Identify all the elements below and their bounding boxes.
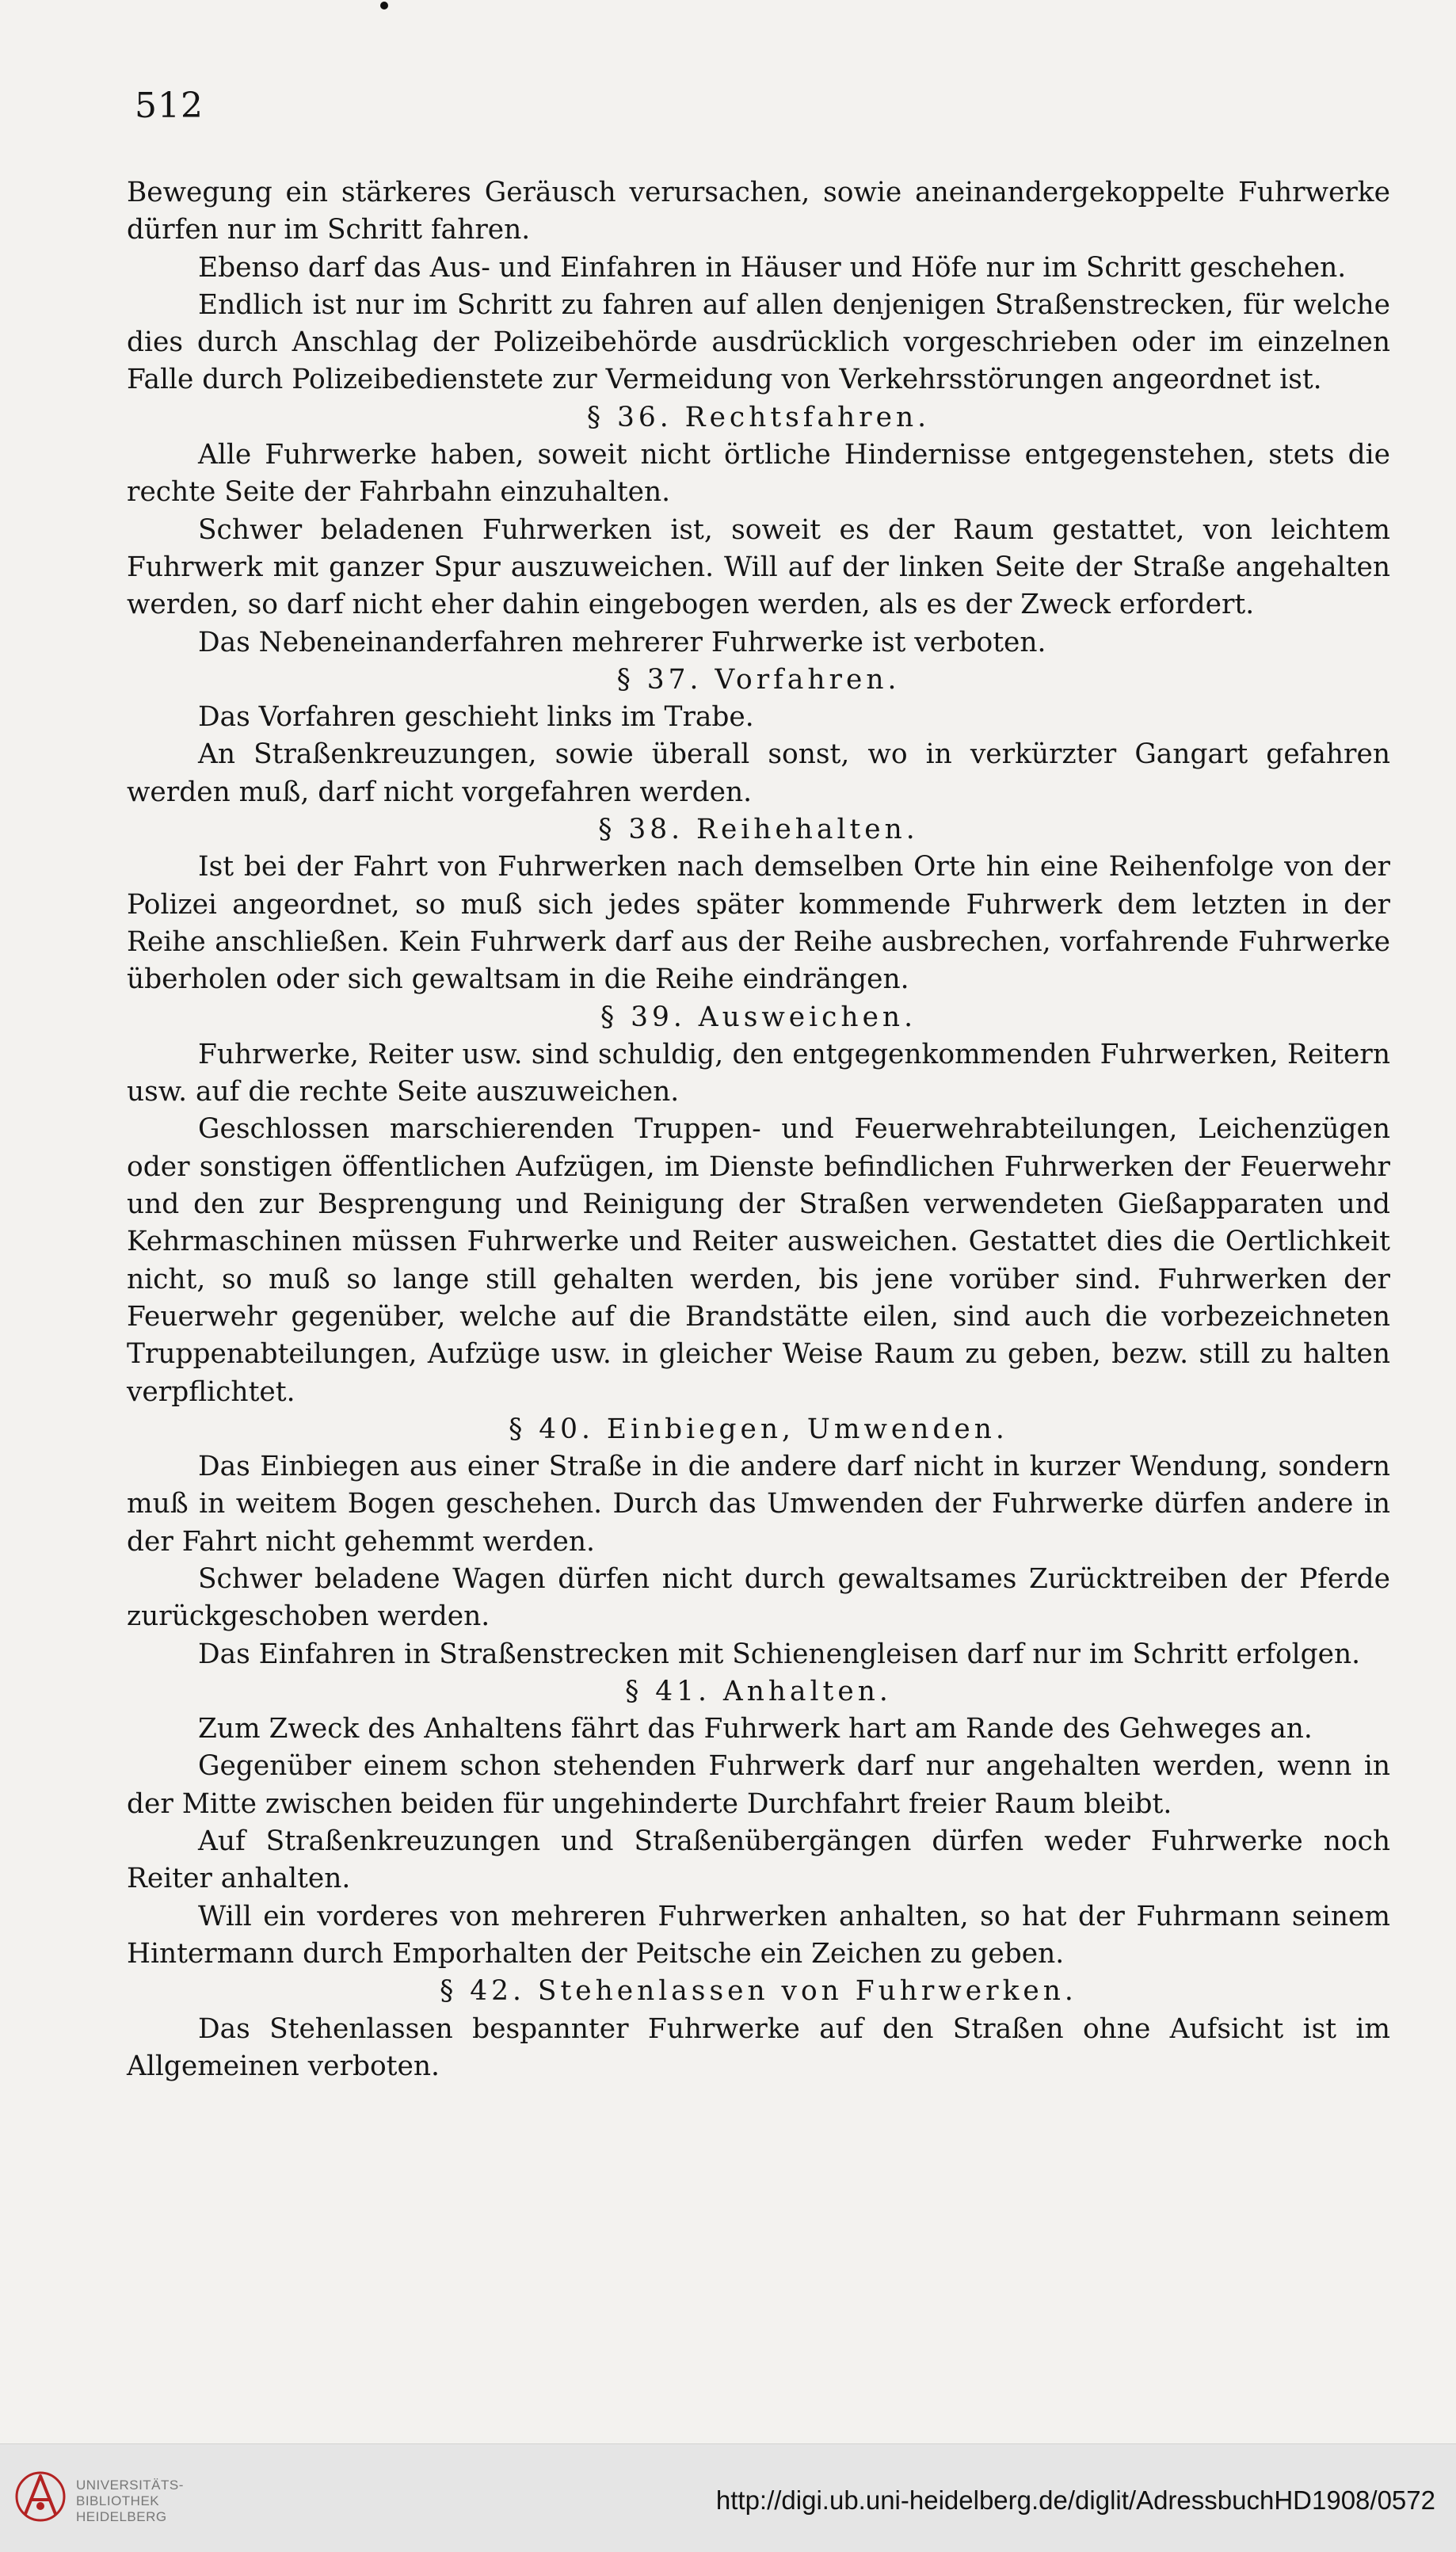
logo-line-1: UNIVERSITÄTS- bbox=[76, 2478, 184, 2493]
paragraph: An Straßenkreuzungen, sowie überall sonst, wo in verkürzter Gangart gefahren werden muß, darf nicht vorgefahren werden. bbox=[127, 738, 1390, 808]
paragraph: Das Nebeneinanderfahren mehrerer Fuhrwerke ist verboten. bbox=[198, 626, 1046, 658]
paragraph: Geschlossen marschierenden Truppen- und Feuerwehrabteilungen, Leichenzügen oder sonstigen öffentlichen Aufzügen, im Dienste befindlichen Fuhrwerken der Feuerwehr und den zur Besprengung und Reinigung der Straßen verwendeten Gießapparaten und Kehrmaschinen müssen Fuhrwerke und Reiter ausweichen. Gestattet dies die Oertlichkeit nicht, so muß so lange still gehalten werden, bis jene vorüber sind. Fuhrwerken der Feuerwehr gegenüber, welche auf die Brandstätte eilen, sind auch die vorbezeichneten Truppenabteilungen, Aufzüge usw. in gleicher Weise Raum zu geben, bezw. still zu halten verpflichtet. bbox=[127, 1113, 1390, 1408]
paragraph: Fuhrwerke, Reiter usw. sind schuldig, den entgegenkommenden Fuhrwerken, Reitern usw. auf die rechte Seite auszuweichen. bbox=[127, 1038, 1390, 1108]
paragraph: Endlich ist nur im Schritt zu fahren auf allen denjenigen Straßenstrecken, für welche dies durch Anschlag der Polizeibehörde ausdrücklich vorgeschrieben oder im einzelnen Falle durch Polizeibedienstete zur Vermeidung von Verkehrsstörungen angeordnet ist. bbox=[127, 288, 1390, 396]
paragraph: Ist bei der Fahrt von Fuhrwerken nach demselben Orte hin eine Reihenfolge von der Polizei angeordnet, so muß sich jedes später kommende Fuhrwerk dem letzten in der Reihe anschließen. Kein Fuhrwerk darf aus der Reihe ausbrechen, vorfahrende Fuhrwerke überholen oder sich gewaltsam in die Reihe eindrängen. bbox=[127, 851, 1390, 996]
paragraph: Das Vorfahren geschieht links im Trabe. bbox=[198, 701, 754, 734]
paragraph: Schwer beladenen Fuhrwerken ist, soweit es der Raum gestattet, von leichtem Fuhrwerk mit ganzer Spur auszuweichen. Will auf der linken Seite der Straße angehalten werden, so darf nicht eher dahin eingebogen werden, als es der Zweck erfordert. bbox=[127, 513, 1390, 621]
paragraph: Will ein vorderes von mehreren Fuhrwerken anhalten, so hat der Fuhrmann seinem Hintermann durch Emporhalten der Peitsche ein Zeichen zu geben. bbox=[127, 1900, 1390, 1970]
paragraph: Schwer beladene Wagen dürfen nicht durch gewaltsames Zurücktreiben der Pferde zurückgeschoben werden. bbox=[127, 1562, 1390, 1633]
paragraph: Gegenüber einem schon stehenden Fuhrwerk darf nur angehalten werden, wenn in der Mitte zwischen beiden für ungehinderte Durchfahrt freier Raum bleibt. bbox=[127, 1750, 1390, 1820]
paragraph: Auf Straßenkreuzungen und Straßenübergängen dürfen weder Fuhrwerke noch Reiter anhalten. bbox=[127, 1825, 1390, 1895]
paragraph: Bewegung ein stärkeres Geräusch verursachen, sowie aneinandergekoppelte Fuhrwerke dürfen nur im Schritt fahren. bbox=[127, 177, 1390, 246]
footer-bar bbox=[0, 2443, 1456, 2552]
section-heading: § 41. Anhalten. bbox=[625, 1675, 892, 1707]
section-heading: § 37. Vorfahren. bbox=[616, 663, 901, 696]
paragraph: Das Einfahren in Straßenstrecken mit Schienengleisen darf nur im Schritt erfolgen. bbox=[198, 1638, 1361, 1670]
source-url[interactable]: http://digi.ub.uni-heidelberg.de/diglit/AdressbuchHD1908/0572 bbox=[715, 2485, 1435, 2515]
seal-icon bbox=[14, 2466, 67, 2527]
paragraph: Ebenso darf das Aus- und Einfahren in Häuser und Höfe nur im Schritt geschehen. bbox=[198, 251, 1347, 284]
section-heading: § 36. Rechtsfahren. bbox=[586, 401, 931, 433]
section-heading: § 40. Einbiegen, Umwenden. bbox=[509, 1413, 1008, 1445]
library-name bbox=[76, 2478, 184, 2525]
paragraph: Zum Zweck des Anhaltens fährt das Fuhrwerk hart am Rande des Gehweges an. bbox=[198, 1713, 1313, 1745]
paragraph: Das Einbiegen aus einer Straße in die andere darf nicht in kurzer Wendung, sondern muß in weitem Bogen geschehen. Durch das Umwenden der Fuhrwerke dürfen andere in der Fahrt nicht gehemmt werden. bbox=[127, 1451, 1390, 1558]
section-heading: § 38. Reihehalten. bbox=[598, 814, 919, 846]
section-heading: § 39. Ausweichen. bbox=[600, 1001, 917, 1033]
page-number: 512 bbox=[135, 86, 204, 126]
paragraph: Alle Fuhrwerke haben, soweit nicht örtliche Hindernisse entgegenstehen, stets die rechte Seite der Fahrbahn einzuhalten. bbox=[127, 439, 1390, 509]
paragraph: Das Stehenlassen bespannter Fuhrwerke auf den Straßen ohne Aufsicht ist im Allgemeinen verboten. bbox=[127, 2012, 1390, 2082]
logo-line-2: BIBLIOTHEK bbox=[76, 2493, 160, 2508]
section-heading: § 42. Stehenlassen von Fuhrwerken. bbox=[440, 1975, 1077, 2008]
library-logo[interactable] bbox=[14, 2459, 184, 2538]
logo-line-3: HEIDELBERG bbox=[76, 2509, 167, 2524]
scan-dot bbox=[380, 2, 388, 10]
page-text bbox=[127, 174, 1390, 2085]
